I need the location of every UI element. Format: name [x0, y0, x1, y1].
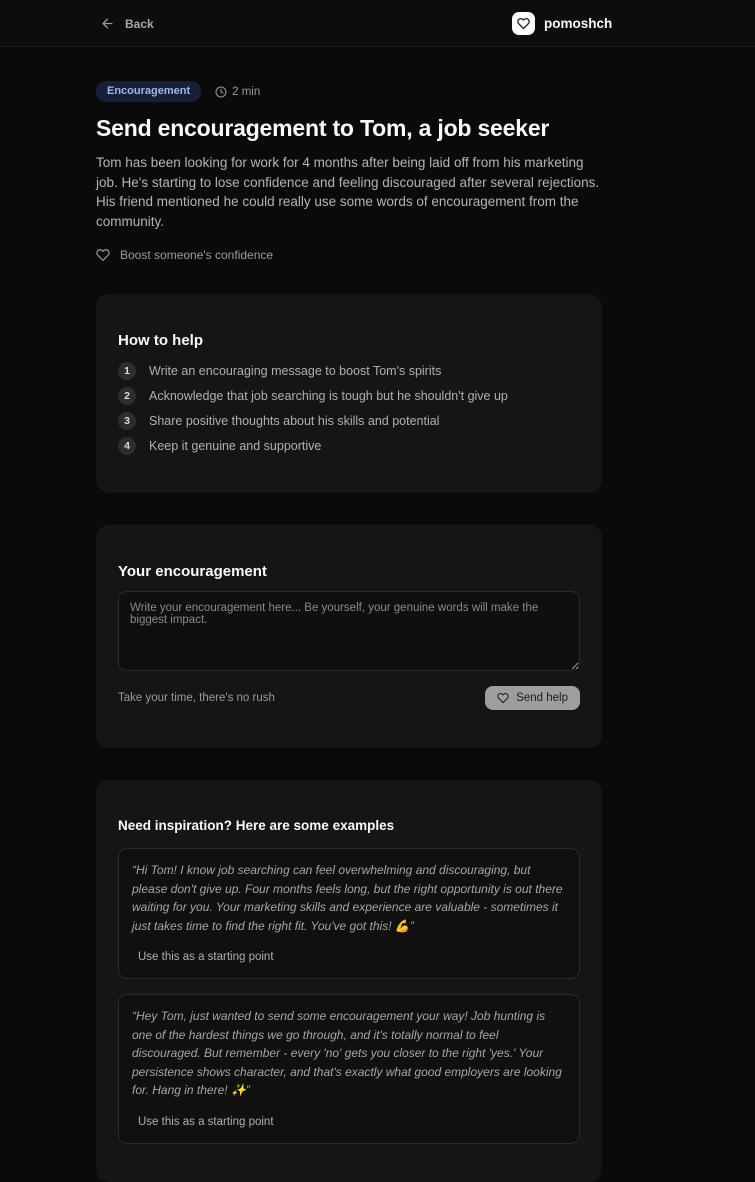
- step-text: Write an encouraging message to boost Tom's spirits: [149, 364, 442, 378]
- step-item: [118, 362, 580, 380]
- main-content: [96, 81, 602, 1182]
- compose-title: Your encouragement: [118, 563, 267, 580]
- send-help-button[interactable]: [485, 686, 580, 710]
- step-item: [118, 437, 580, 455]
- example-quote: “Hey Tom, just wanted to send some encouragement your way! Job hunting is one of the hardest things we go through, and it's totally normal to feel discouraged. But remember - every 'no' gets you closer to the right 'yes.' Your persistence shows character, and that's exactly what good employers are looking for. Hang in there! ✨”: [132, 1009, 562, 1097]
- page-title: Send encouragement to Tom, a job seeker: [96, 115, 550, 141]
- heart-icon: [96, 248, 110, 262]
- task-meta: [96, 81, 602, 102]
- clock-icon: [215, 86, 227, 98]
- step-number-badge: 4: [118, 437, 136, 455]
- step-text: Acknowledge that job searching is tough but he shouldn't give up: [149, 389, 508, 403]
- example-message: [118, 848, 580, 979]
- compose-note: Take your time, there's no rush: [118, 692, 275, 704]
- example-message: [118, 994, 580, 1144]
- heart-icon: [497, 692, 509, 704]
- category-badge: Encouragement: [96, 81, 201, 102]
- how-to-help-card: [96, 294, 602, 493]
- send-help-label: Send help: [516, 692, 568, 704]
- example-quote: “Hi Tom! I know job searching can feel overwhelming and discouraging, but please don't give up. Four months feels long, but the right opportunity is out there waiting for you. Your marketing skills and experience are valuable - sometimes it just takes time to find the right fit. You've got this! 💪”: [132, 863, 563, 933]
- compose-card: [96, 525, 602, 748]
- step-number-badge: 3: [118, 412, 136, 430]
- use-example-button[interactable]: Use this as a starting point: [132, 946, 280, 968]
- encouragement-input[interactable]: [118, 591, 580, 671]
- use-example-button[interactable]: Use this as a starting point: [132, 1111, 280, 1133]
- task-description: Tom has been looking for work for 4 months after being laid off from his marketing job. He's starting to lose confidence and feeling discouraged after several rejections. His friend mentioned he could really use some words of encouragement from the community.: [96, 155, 600, 229]
- inspiration-title: Need inspiration? Here are some examples: [118, 818, 395, 833]
- compose-footer: [118, 686, 580, 710]
- steps-list: [118, 362, 580, 455]
- step-number-badge: 1: [118, 362, 136, 380]
- inspiration-card: [96, 780, 602, 1182]
- how-to-help-title: How to help: [118, 332, 203, 349]
- duration-label: 2 min: [232, 85, 261, 98]
- duration: [215, 86, 260, 98]
- step-number-badge: 2: [118, 387, 136, 405]
- heart-logo-icon: [512, 12, 535, 35]
- back-label: Back: [125, 16, 154, 31]
- brand-logo[interactable]: [512, 0, 612, 47]
- arrow-left-icon: [100, 16, 115, 31]
- step-text: Share positive thoughts about his skills and potential: [149, 414, 440, 428]
- brand-name: pomoshch: [544, 16, 613, 31]
- step-text: Keep it genuine and supportive: [149, 439, 322, 453]
- tagline-label: Boost someone's confidence: [120, 248, 274, 262]
- step-item: [118, 387, 580, 405]
- task-tagline: [96, 248, 602, 262]
- step-item: [118, 412, 580, 430]
- back-button[interactable]: [100, 0, 154, 47]
- top-bar: [0, 0, 755, 47]
